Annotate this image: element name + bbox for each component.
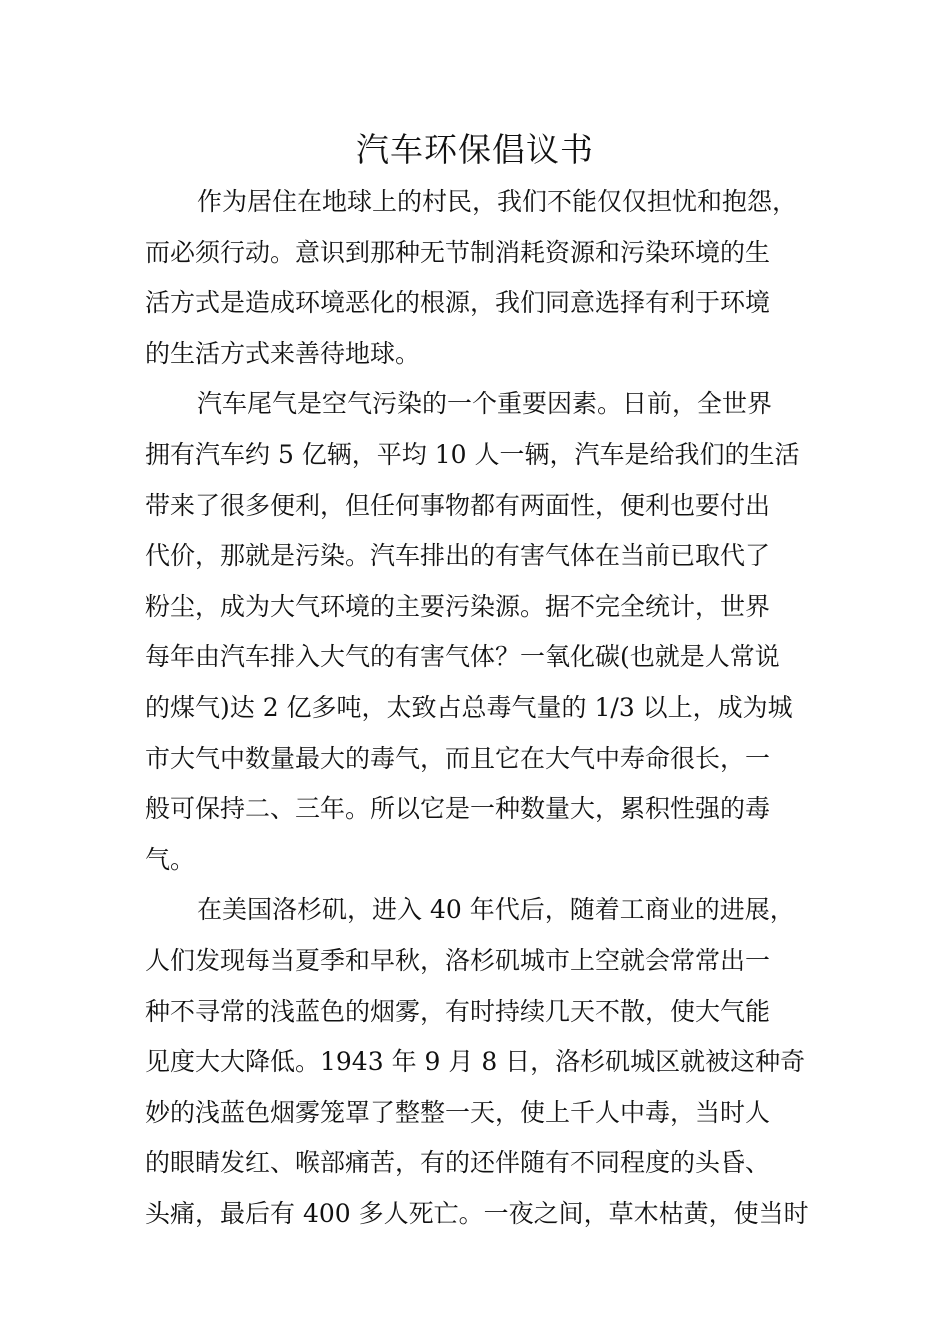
text-line: 人们发现每当夏季和早秋，洛杉矶城市上空就会常常出一 bbox=[145, 945, 771, 975]
text-line: 汽车尾气是空气污染的一个重要因素。日前，全世界 bbox=[197, 389, 773, 419]
text-line: 妙的浅蓝色烟雾笼罩了整整一天，使上千人中毒，当时人 bbox=[145, 1097, 771, 1127]
text-line: 气。 bbox=[145, 844, 196, 874]
text-line: 代价，那就是污染。汽车排出的有害气体在当前已取代了 bbox=[145, 541, 771, 571]
document-body bbox=[145, 177, 825, 1239]
text-line: 作为居住在地球上的村民，我们不能仅仅担忧和抱怨， bbox=[197, 187, 798, 216]
paragraph-3 bbox=[145, 885, 825, 1239]
document-title: 汽车环保倡议书 bbox=[356, 130, 594, 169]
paragraph-2 bbox=[145, 379, 825, 885]
text-line: 带来了很多便利，但任何事物都有两面性，便利也要付出 bbox=[145, 490, 771, 520]
text-line: 的生活方式来善待地球。 bbox=[145, 338, 421, 368]
text-line: 头痛，最后有 400 多人死亡。一夜之间，草木枯黄，使当时 bbox=[145, 1198, 809, 1228]
text-line: 市大气中数量最大的毒气，而且它在大气中寿命很长，一 bbox=[145, 743, 771, 773]
text-line: 种不寻常的浅蓝色的烟雾，有时持续几天不散，使大气能 bbox=[145, 996, 771, 1026]
text-line: 粉尘，成为大气环境的主要污染源。据不完全统计，世界 bbox=[145, 591, 771, 621]
text-line: 的眼睛发红、喉部痛苦，有的还伴随有不同程度的头昏、 bbox=[145, 1148, 771, 1178]
text-line: 见度大大降低。1943 年 9 月 8 日，洛杉矶城区就被这种奇 bbox=[145, 1047, 806, 1077]
text-line: 的煤气)达 2 亿多吨，太致占总毒气量的 1/3 以上，成为城 bbox=[145, 692, 793, 722]
text-line: 般可保持二、三年。所以它是一种数量大，累积性强的毒 bbox=[145, 794, 771, 824]
text-line: 在美国洛杉矶，进入 40 年代后，随着工商业的进展， bbox=[197, 895, 795, 925]
text-line: 而必须行动。意识到那种无节制消耗资源和污染环境的生 bbox=[145, 237, 771, 267]
paragraph-1 bbox=[145, 177, 825, 379]
text-line: 活方式是造成环境恶化的根源，我们同意选择有利于环境 bbox=[145, 288, 771, 318]
text-line: 拥有汽车约 5 亿辆，平均 10 人一辆，汽车是给我们的生活 bbox=[145, 439, 800, 469]
text-line: 每年由汽车排入大气的有害气体？一氧化碳(也就是人常说 bbox=[145, 642, 780, 672]
